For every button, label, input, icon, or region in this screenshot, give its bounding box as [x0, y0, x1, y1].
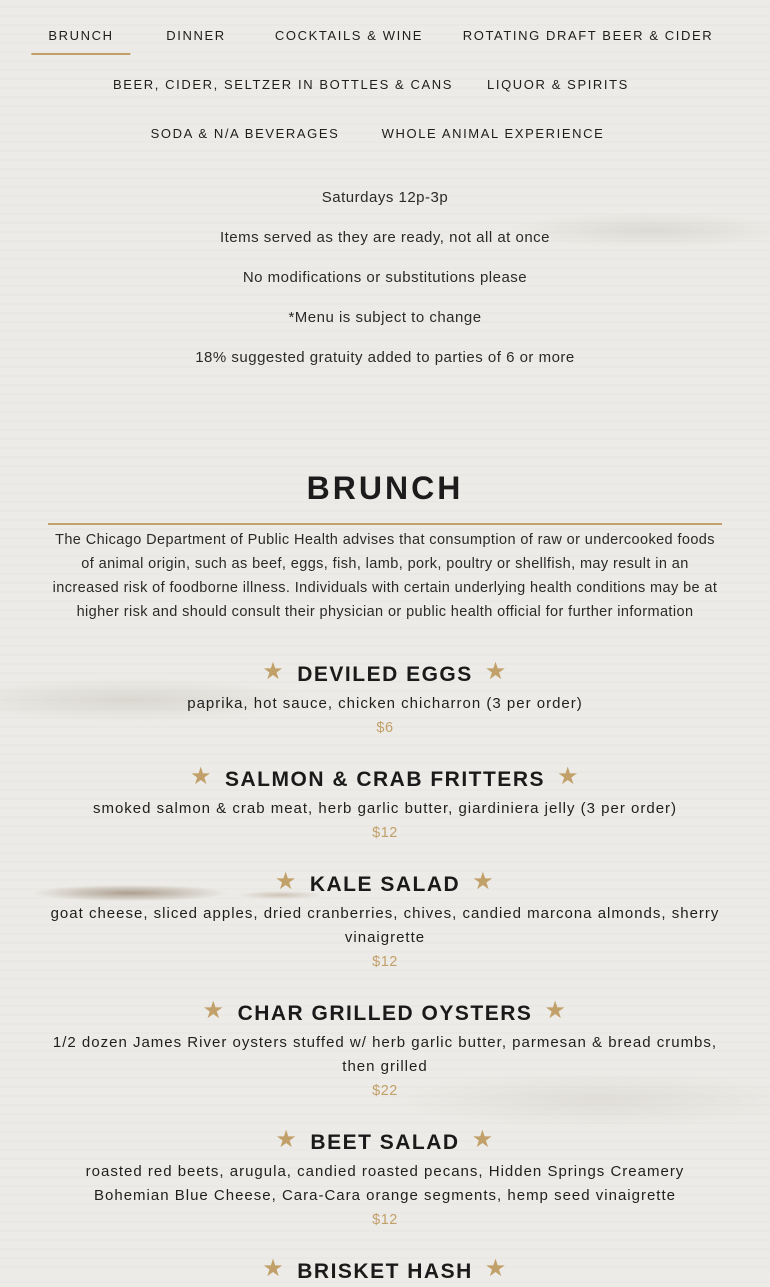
item-title — [48, 1125, 722, 1158]
item-name: BEET SALAD — [310, 1131, 460, 1154]
star-icon: ★ — [262, 657, 286, 685]
item-price: $12 — [372, 1212, 398, 1228]
item-title — [48, 762, 722, 795]
star-icon: ★ — [557, 762, 581, 790]
star-icon: ★ — [484, 1254, 508, 1282]
tab-whole-animal-experience[interactable]: WHOLE ANIMAL EXPERIENCE — [381, 126, 605, 141]
menu-item — [48, 762, 722, 845]
item-title — [48, 657, 722, 690]
star-icon: ★ — [544, 996, 568, 1024]
menu-item — [48, 1254, 722, 1287]
item-description: 1/2 dozen James River oysters stuffed w/ herb garlic butter, parmesan & bread crumbs, then grilled — [52, 1034, 718, 1075]
info-gratuity: 18% suggested gratuity added to parties of 6 or more — [195, 349, 575, 366]
tab-soda-na-beverages[interactable]: SODA & N/A BEVERAGES — [150, 126, 340, 141]
star-icon: ★ — [472, 867, 496, 895]
star-icon: ★ — [262, 1254, 286, 1282]
menu-item — [48, 867, 722, 974]
info-menu-change: *Menu is subject to change — [288, 309, 482, 326]
item-name: SALMON & CRAB FRITTERS — [225, 768, 545, 791]
item-name: KALE SALAD — [309, 873, 461, 896]
tab-liquor-spirits[interactable]: LIQUOR & SPIRITS — [487, 77, 629, 92]
item-description: smoked salmon & crab meat, herb garlic butter, giardiniera jelly (3 per order) — [92, 800, 678, 817]
star-icon: ★ — [274, 867, 298, 895]
item-name: DEVILED EGGS — [297, 663, 473, 686]
tab-dinner[interactable]: DINNER — [166, 28, 226, 43]
item-name: CHAR GRILLED OYSTERS — [237, 1002, 533, 1025]
info-hours: Saturdays 12p-3p — [321, 189, 449, 206]
star-icon: ★ — [484, 657, 508, 685]
info-modifications: No modifications or substitutions please — [242, 269, 528, 286]
item-description: paprika, hot sauce, chicken chicharron (3 per order) — [187, 695, 583, 712]
item-price: $12 — [372, 954, 398, 970]
star-icon: ★ — [202, 996, 226, 1024]
tab-beer-cider-seltzer-bottles-cans[interactable]: BEER, CIDER, SELTZER IN BOTTLES & CANS — [112, 77, 454, 92]
star-icon: ★ — [189, 762, 213, 790]
item-name: BRISKET HASH — [297, 1260, 473, 1283]
tab-brunch[interactable]: BRUNCH — [48, 28, 114, 43]
item-description: roasted red beets, arugula, candied roasted pecans, Hidden Springs Creamery Bohemian Blue Cheese, Cara-Cara orange segments, hemp seed vinaigrette — [85, 1163, 685, 1204]
item-title — [48, 867, 722, 900]
menu-item — [48, 1125, 722, 1232]
item-title — [48, 1254, 722, 1287]
menu-item — [48, 657, 722, 740]
item-description: goat cheese, sliced apples, dried cranberries, chives, candied marcona almonds, sherry vinaigrette — [50, 905, 720, 946]
health-disclaimer: The Chicago Department of Public Health advises that consumption of raw or undercooked foods of animal origin, such as beef, eggs, fish, lamb, pork, poultry or shellfish, may result in an increased risk of foodborne illness. Individuals with certain underlying health conditions may be at higher risk and should consult their physician or public health official for further information — [52, 532, 718, 620]
item-title — [48, 996, 722, 1029]
tab-rotating-draft-beer-cider[interactable]: ROTATING DRAFT BEER & CIDER — [462, 28, 714, 43]
star-icon: ★ — [471, 1125, 495, 1153]
info-service: Items served as they are ready, not all at once — [219, 229, 551, 246]
tab-cocktails-wine[interactable]: COCKTAILS & WINE — [274, 28, 424, 43]
star-icon: ★ — [275, 1125, 299, 1153]
item-price: $22 — [372, 1083, 398, 1099]
item-price: $12 — [372, 825, 398, 841]
menu-item — [48, 996, 722, 1103]
section-title: BRUNCH — [306, 470, 464, 506]
section-divider — [48, 523, 722, 525]
item-price: $6 — [376, 720, 394, 736]
